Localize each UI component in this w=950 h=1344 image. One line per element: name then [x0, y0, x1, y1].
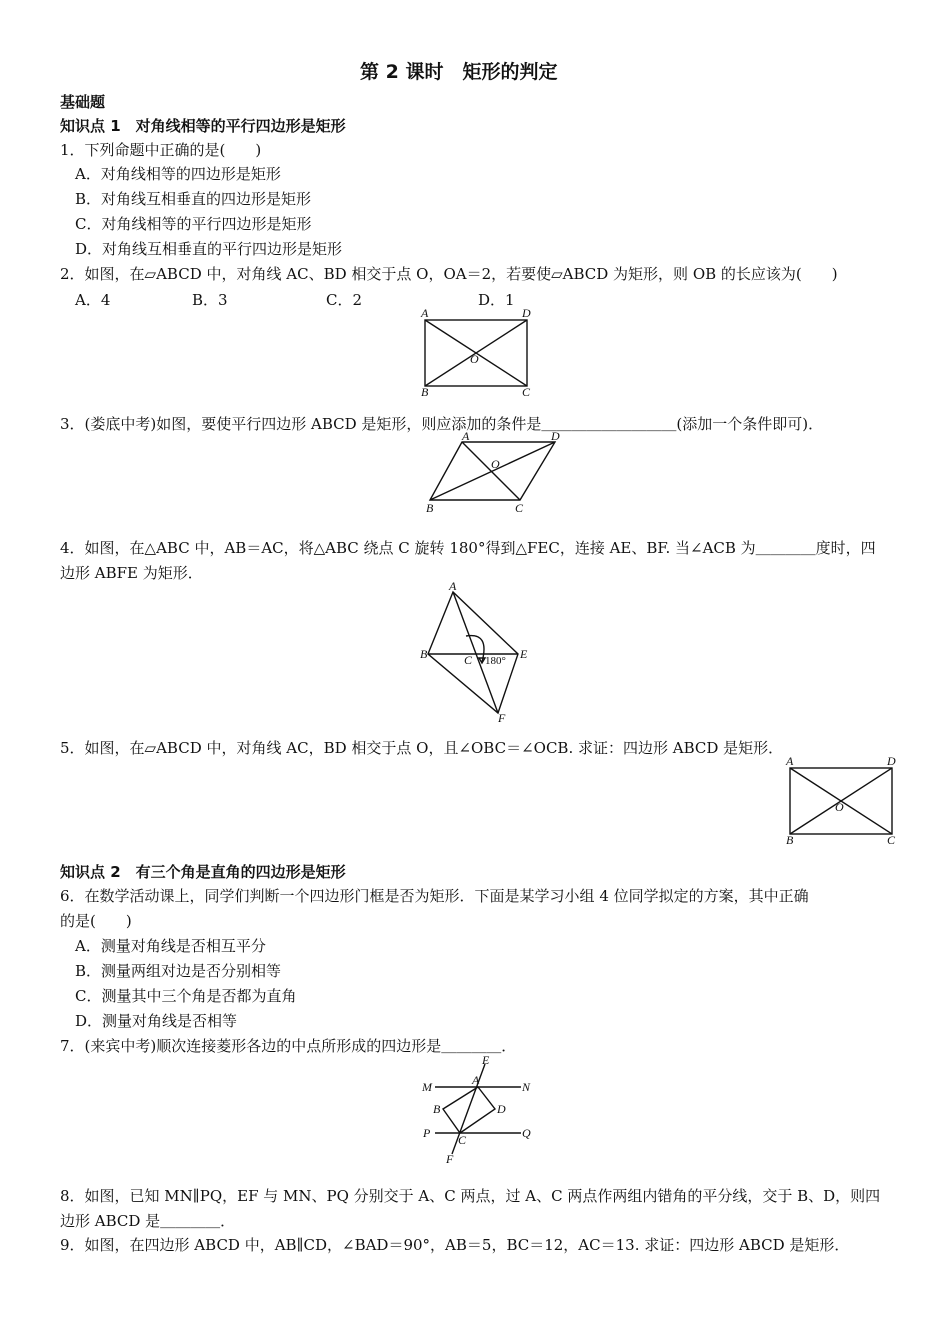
point-label-a: A — [421, 306, 429, 320]
question-1-stem: 1．下列命题中正确的是( ) — [60, 141, 262, 159]
question-8-stem-line-1: 8．如图，已知 MN∥PQ，EF 与 MN、PQ 分别交于 A、C 两点，过 A、C 两点作两组内错角的平分线，交于 B、D，则四 — [60, 1187, 881, 1205]
question-7-stem: 7．(来宾中考)顺次连接菱形各边的中点所形成的四边形是＿＿＿＿． — [60, 1037, 517, 1055]
point-label-o: O — [835, 800, 844, 814]
point-label-f: F — [498, 711, 506, 725]
diagonal-bd — [430, 442, 555, 500]
point-label-p: P — [423, 1126, 431, 1140]
question-2-option-d: D．1 — [478, 291, 515, 309]
transversal-ef — [452, 1064, 485, 1154]
point-label-o: O — [470, 352, 479, 366]
question-2-option-a: A．4 — [75, 291, 111, 309]
section-heading-basic: 基础题 — [60, 93, 106, 111]
point-label-b: B — [426, 501, 434, 515]
point-label-c: C — [464, 653, 473, 667]
question-6-stem-line-1: 6．在数学活动课上，同学们判断一个四边形门框是否为矩形．下面是某学习小组 4 位同学拟定的方案，其中正确 — [60, 887, 809, 905]
quadrilateral-abfe — [428, 592, 518, 713]
question-9-stem: 9．如图，在四边形 ABCD 中，AB∥CD，∠BAD＝90°，AB＝5，BC＝12，AC＝13. 求证：四边形 ABCD 是矩形． — [60, 1236, 850, 1254]
question-4-rotation-figure — [418, 579, 528, 725]
angle-label-180: 180° — [485, 655, 506, 667]
question-4-stem-line-2: 边形 ABFE 为矩形． — [60, 564, 203, 582]
point-label-a: A — [472, 1073, 480, 1087]
question-7-parallel-lines-figure — [418, 1052, 543, 1164]
question-3-parallelogram-figure — [420, 430, 570, 516]
point-label-e: E — [520, 647, 528, 661]
point-label-b: B — [786, 833, 794, 847]
point-label-b: B — [421, 385, 429, 399]
question-1-option-a: A．对角线相等的四边形是矩形 — [75, 165, 281, 183]
point-label-q: Q — [522, 1126, 531, 1140]
question-6-option-b: B．测量两组对边是否分别相等 — [75, 962, 282, 980]
question-1-option-c: C．对角线相等的平行四边形是矩形 — [75, 215, 312, 233]
page-title: 第 2 课时 矩形的判定 — [360, 61, 558, 83]
knowledge-point-2-heading: 知识点 2 有三个角是直角的四边形是矩形 — [60, 863, 346, 881]
question-6-option-d: D．测量对角线是否相等 — [75, 1012, 238, 1030]
question-6-option-a: A．测量对角线是否相互平分 — [75, 937, 266, 955]
point-label-d: D — [497, 1102, 506, 1116]
question-2-option-b: B．3 — [192, 291, 228, 309]
question-2-stem: 2．如图，在▱ABCD 中，对角线 AC、BD 相交于点 O，OA＝2，若要使▱ABCD 为矩形，则 OB 的长应该为( ) — [60, 265, 838, 283]
question-2-option-c: C．2 — [326, 291, 363, 309]
point-label-c: C — [522, 385, 531, 399]
point-label-e: E — [482, 1053, 490, 1067]
point-label-a: A — [449, 579, 457, 593]
knowledge-point-1-heading: 知识点 1 对角线相等的平行四边形是矩形 — [60, 117, 346, 135]
point-label-c: C — [887, 833, 896, 847]
point-label-a: A — [786, 754, 794, 768]
question-8-stem-line-2: 边形 ABCD 是＿＿＿＿． — [60, 1212, 236, 1230]
point-label-d: D — [522, 306, 531, 320]
question-5-rectangle-figure — [780, 754, 905, 846]
point-label-c: C — [458, 1133, 467, 1147]
point-label-b: B — [420, 647, 428, 661]
question-3-stem: 3．(娄底中考)如图，要使平行四边形 ABCD 是矩形，则应添加的条件是＿＿＿＿＿＿＿＿＿(添加一个条件即可)． — [60, 415, 824, 433]
question-1-option-d: D．对角线互相垂直的平行四边形是矩形 — [75, 240, 343, 258]
point-label-c: C — [515, 501, 524, 515]
question-4-stem-line-1: 4．如图，在△ABC 中，AB＝AC，将△ABC 绕点 C 旋转 180°得到△FEC，连接 AE、BF. 当∠ACB 为＿＿＿＿度时，四 — [60, 539, 876, 557]
question-5-stem: 5．如图，在▱ABCD 中，对角线 AC，BD 相交于点 O，且∠OBC＝∠OCB. 求证：四边形 ABCD 是矩形． — [60, 739, 784, 757]
point-label-a: A — [462, 429, 470, 443]
point-label-f: F — [446, 1152, 454, 1166]
point-label-d: D — [551, 429, 560, 443]
question-1-option-b: B．对角线互相垂直的四边形是矩形 — [75, 190, 312, 208]
point-label-m: M — [422, 1080, 432, 1094]
point-label-d: D — [887, 754, 896, 768]
point-label-b: B — [433, 1102, 441, 1116]
question-6-stem-line-2: 的是( ) — [60, 912, 132, 930]
quadrilateral-abcd — [443, 1087, 495, 1133]
question-6-option-c: C．测量其中三个角是否都为直角 — [75, 987, 297, 1005]
point-label-o: O — [491, 457, 500, 471]
question-2-rectangle-figure — [415, 306, 540, 398]
point-label-n: N — [522, 1080, 531, 1094]
